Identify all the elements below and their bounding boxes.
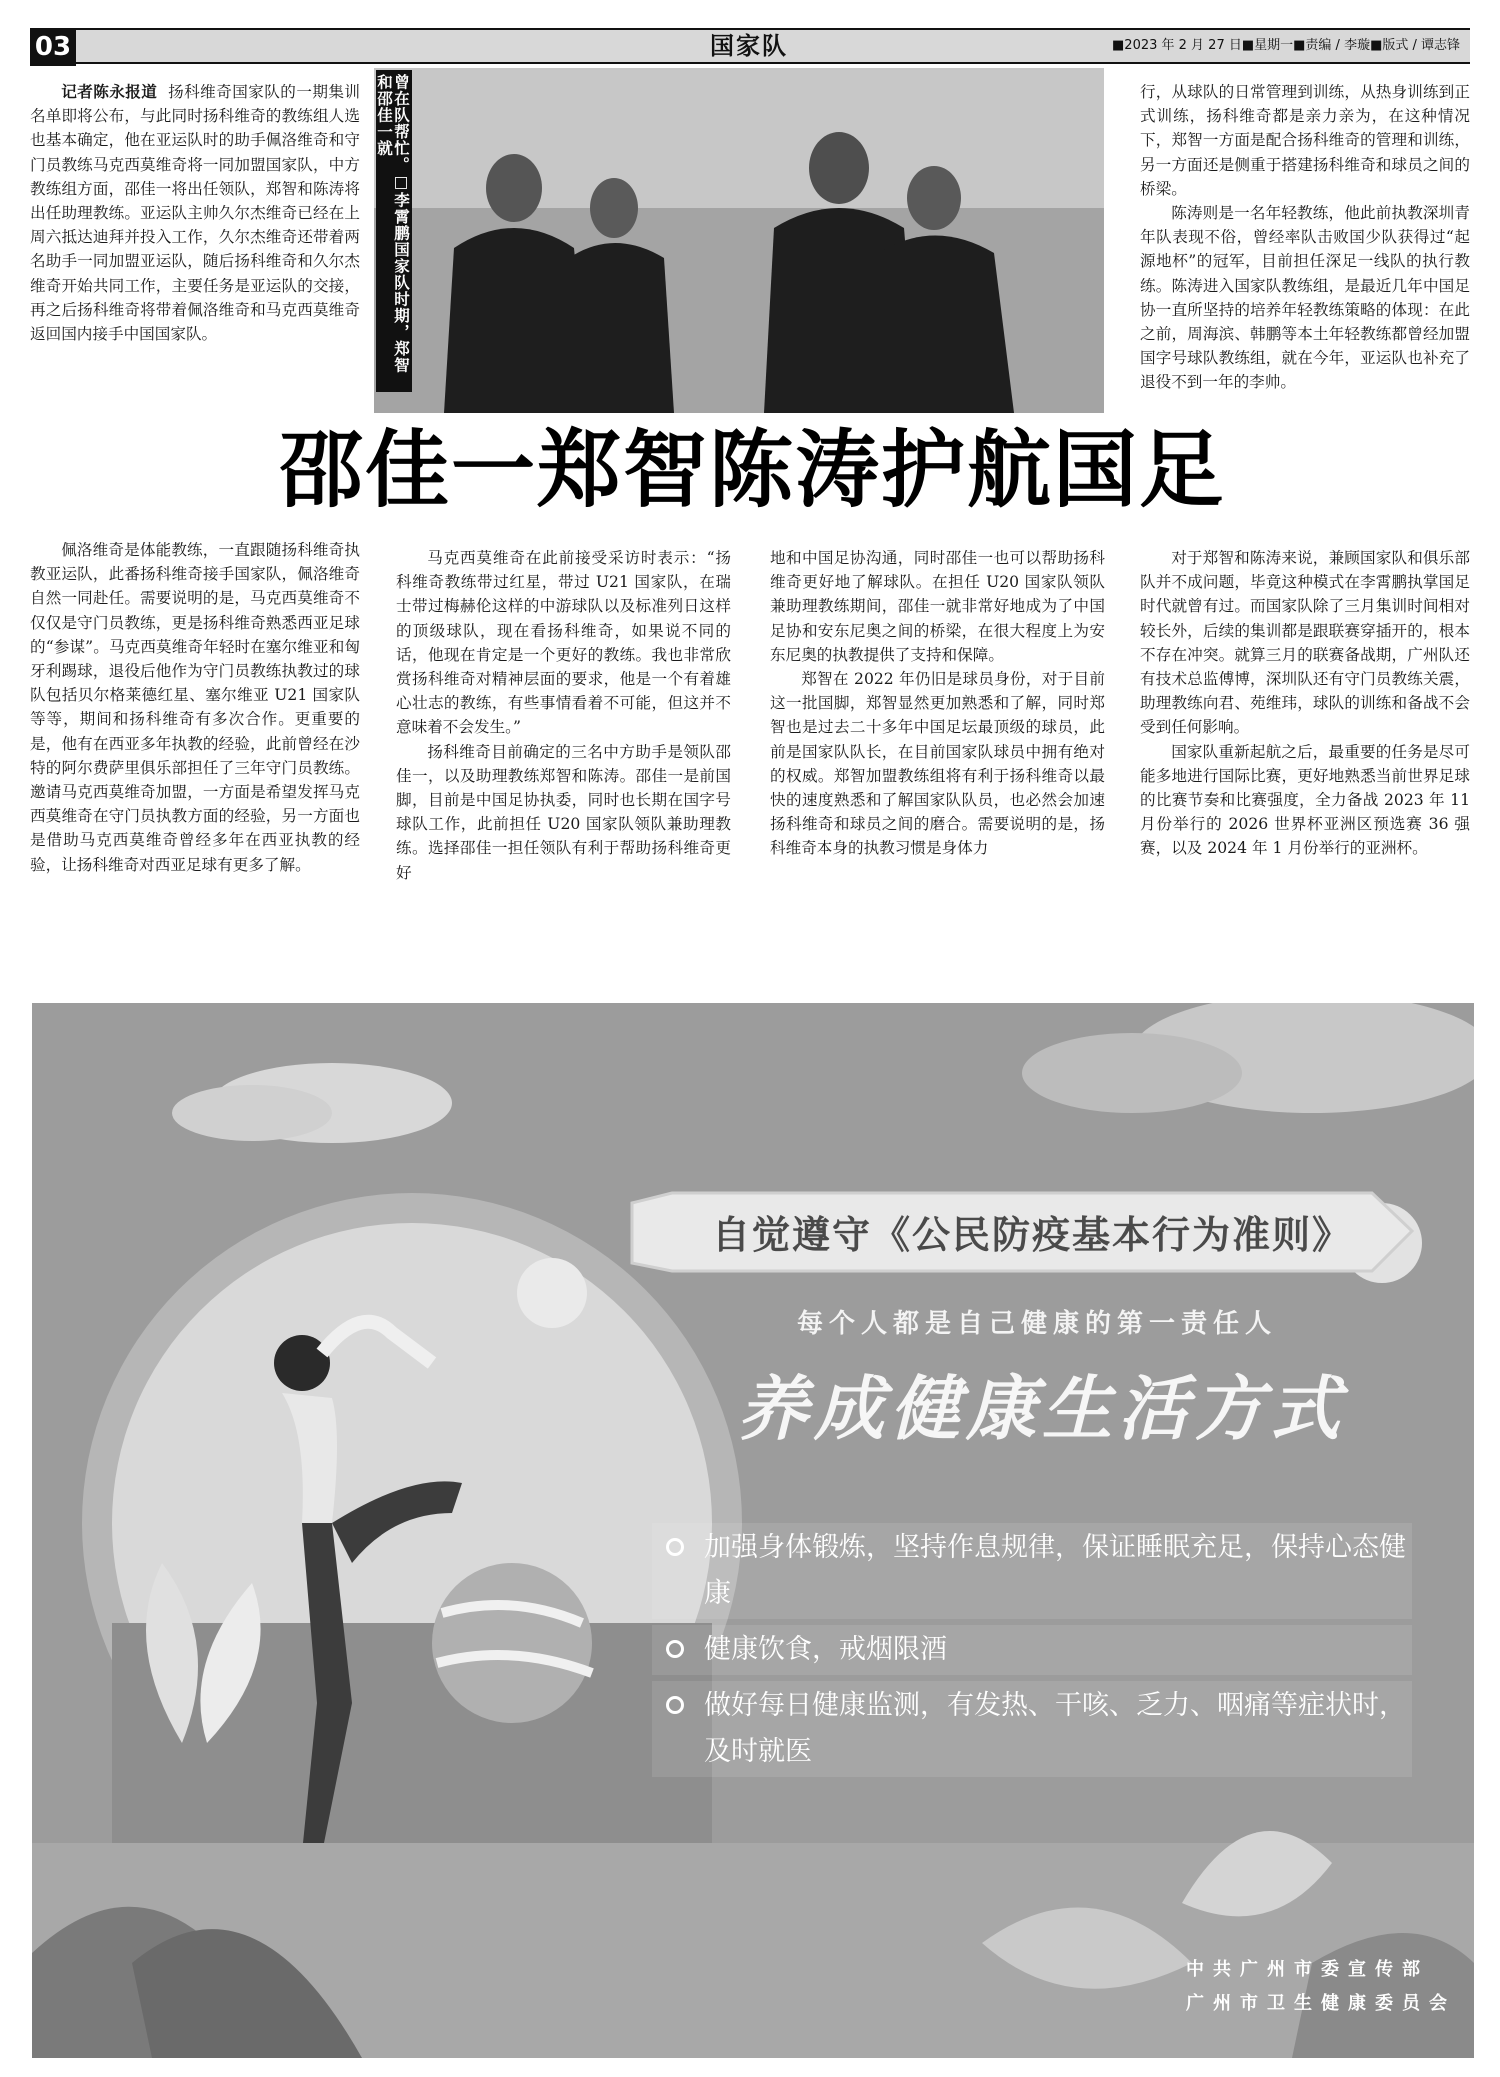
paragraph: 国家队重新起航之后，最重要的任务是尽可能多地进行国际比赛，更好地熟悉当前世界足球的比赛节奏和比赛强度，全力备战 2023 年 11 月份举行的 2026 世界杯亚洲区预选赛 36 强赛，以及 2024 年 1 月份举行的亚洲杯。 (1140, 742, 1470, 858)
poster-banner: 自觉遵守《公民防疫基本行为准则》 (711, 1211, 1352, 1257)
paragraph: 马克西莫维奇在此前接受采访时表示：“扬科维奇教练带过红星，带过 U21 国家队，在瑞士带过梅赫伦这样的中游球队以及标准列日这样的顶级球队，现在看扬科维奇，如果说不同的话，他现在肯定是一个更好的教练。我也非常欣赏扬科维奇对精神层面的要求，他是一个有着雄心壮志的教练，有些事情看着不可能，但这并不意味着不会发生。” (396, 549, 731, 737)
poster-tip (652, 1681, 1412, 1777)
poster-tip (652, 1523, 1412, 1619)
issue-meta: ■2023 年 2 月 27 日■星期一■责编 / 李璇■版式 / 谭志锋 (1112, 38, 1460, 53)
photo-caption: 曾在队帮忙。□李霄鹏国家队时期，郑智和邵佳一就 (376, 70, 412, 392)
news-photo (374, 68, 1104, 413)
poster-tips (652, 1523, 1412, 1783)
circle-bullet-icon (666, 1538, 684, 1556)
article-col-2 (396, 546, 731, 885)
poster-sponsors (1186, 1953, 1456, 2021)
sponsor-line: 广州市卫生健康委员会 (1186, 1993, 1456, 2014)
players-photo-illustration (374, 68, 1104, 413)
article-col-4b (1140, 546, 1470, 861)
headline: 邵佳一郑智陈涛护航国足 (238, 420, 1266, 520)
circle-bullet-icon (666, 1696, 684, 1714)
paragraph: 佩洛维奇是体能教练，一直跟随扬科维奇执教亚运队，此番扬科维奇接手国家队，佩洛维奇自然一同赴任。需要说明的是，马克西莫维奇不仅仅是守门员教练，更是扬科维奇熟悉西亚足球的“参谋”。马克西莫维奇年轻时在塞尔维亚和匈牙利踢球，退役后他作为守门员教练执教过的球队包括贝尔格莱德红星、塞尔维亚 U21 国家队等等，期间和扬科维奇有多次合作。更重要的是，他有在西亚多年执教的经验，此前曾经在沙特的阿尔费萨里俱乐部担任了三年守门员教练。邀请马克西莫维奇加盟，一方面是希望发挥马克西莫维奇在守门员执教方面的经验，另一方面也是借助马克西莫维奇曾经多年在西亚执教的经验，让扬科维奇对西亚足球有更多了解。 (30, 541, 360, 874)
tip-text: 健康饮食，戒烟限酒 (704, 1634, 947, 1665)
poster-title: 养成健康生活方式 (738, 1368, 1346, 1450)
page-number: 03 (30, 28, 76, 66)
paragraph: 地和中国足协沟通，同时邵佳一也可以帮助扬科维奇更好地了解球队。在担任 U20 国家队领队兼助理教练期间，邵佳一就非常好地成为了中国足协和安东尼奥之间的桥梁，在很大程度上为安东尼奥的执教提供了支持和保障。 (770, 549, 1105, 664)
sponsor-line: 中共广州市委宣传部 (1186, 1959, 1429, 1980)
poster-tip (652, 1625, 1412, 1675)
public-health-poster (32, 1003, 1474, 2058)
byline: 记者陈永报道 (61, 83, 158, 101)
lead-text: 扬科维奇国家队的一期集训名单即将公布，与此同时扬科维奇的教练组人选也基本确定，他在亚运队时的助手佩洛维奇和守门员教练马克西莫维奇将一同加盟国家队，中方教练组方面，邵佳一将出任领队，郑智和陈涛将出任助理教练。亚运队主帅久尔杰维奇已经在上周六抵达迪拜并投入工作，久尔杰维奇还带着两名助手一同加盟亚运队，随后扬科维奇和久尔杰维奇开始共同工作，主要任务是亚运队的交接，再之后扬科维奇将带着佩洛维奇和马克西莫维奇返回国内接手中国国家队。 (30, 83, 360, 344)
article-lead (30, 80, 360, 346)
section-title: 国家队 (710, 32, 788, 60)
paragraph: 对于郑智和陈涛来说，兼顾国家队和俱乐部队并不成问题，毕竟这种模式在李霄鹏执掌国足时代就曾有过。而国家队除了三月集训时间相对较长外，后续的集训都是跟联赛穿插开的，根本不存在冲突。就算三月的联赛备战期，广州队还有技术总监傅博，深圳队还有守门员教练关震，助理教练向君、苑维玮，球队的训练和备战不会受到任何影响。 (1140, 549, 1470, 737)
article-col-4 (1140, 80, 1470, 395)
article-col-1 (30, 80, 360, 346)
article-col-1b (30, 538, 360, 877)
paragraph: 行，从球队的日常管理到训练，从热身训练到正式训练，扬科维奇都是亲力亲为，在这种情况下，郑智一方面是配合扬科维奇的管理和训练，另一方面还是侧重于搭建扬科维奇和球员之间的桥梁。 (1140, 83, 1470, 198)
tip-text: 做好每日健康监测，有发热、干咳、乏力、咽痛等症状时，及时就医 (704, 1690, 1406, 1767)
paragraph: 扬科维奇目前确定的三名中方助手是领队邵佳一，以及助理教练郑智和陈涛。邵佳一是前国脚，目前是中国足协执委，同时也长期在国字号球队工作，此前担任 U20 国家队领队兼助理教练。选择邵佳一担任领队有利于帮助扬科维奇更好 (396, 742, 731, 882)
tip-text: 加强身体锻炼，坚持作息规律，保证睡眠充足，保持心态健康 (704, 1532, 1406, 1609)
article-col-3 (770, 546, 1105, 861)
circle-bullet-icon (666, 1640, 684, 1658)
paragraph: 陈涛则是一名年轻教练，他此前执教深圳青年队表现不俗，曾经率队击败国少队获得过“起源地杯”的冠军，目前担任深足一线队的执行教练。陈涛进入国家队教练组，是最近几年中国足协一直所坚持的培养年轻教练策略的体现：在此之前，周海滨、韩鹏等本土年轻教练都曾经加盟国字号球队教练组，就在今年，亚运队也补充了退役不到一年的李帅。 (1140, 204, 1470, 392)
poster-subtitle: 每个人都是自己健康的第一责任人 (796, 1309, 1277, 1339)
paragraph: 郑智在 2022 年仍旧是球员身份，对于目前这一批国脚，郑智显然更加熟悉和了解，同时郑智也是过去二十多年中国足坛最顶级的球员，此前是国家队队长，在目前国家队球员中拥有绝对的权威。郑智加盟教练组将有利于扬科维奇以最快的速度熟悉和了解国家队队员，也必然会加速扬科维奇和球员之间的磨合。需要说明的是，扬科维奇本身的执教习惯是身体力 (770, 670, 1105, 858)
page-header (30, 28, 1470, 64)
